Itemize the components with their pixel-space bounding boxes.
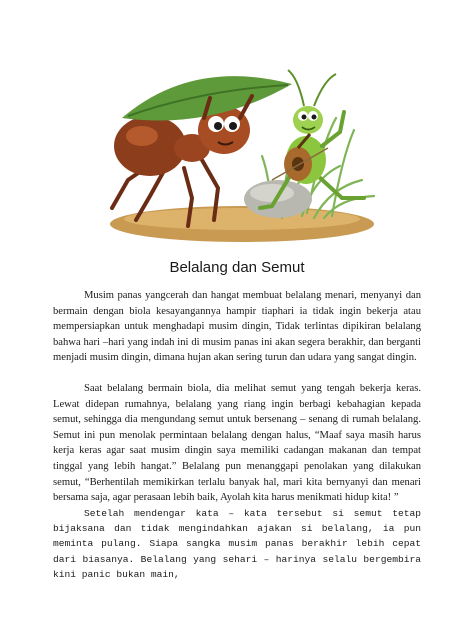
ground-highlight [124, 208, 360, 230]
story-title: Belalang dan Semut [169, 259, 305, 276]
story-paragraph-1: Musim panas yangcerah dan hangat membuat belalang menari, menyanyi dan bermain dengan biola kesayangannya hampir tiaphari ia tidak ingin bekerja atau mempersiapkan untuk menghadapi musim dingin, Tidak terlintas dipikiran belalang bahwa hari –hari yang indah ini di musim panas ini akan segera berakhir, dan berganti menjadi musim dingin, dimana hujan akan sering turun dan udara yang sangat dingin. [53, 290, 421, 364]
story-paragraph-3: Setelah mendengar kata – kata tersebut si semut tetap bijaksana dan tidak mengindahkan ajakan si belalang, ia pun meminta pulang. Siapa sangka musim panas berakhir lebih cepat dari biasanya. Belalang yang sehari – harinya selalu bergembira kini panic bukan main, [53, 508, 421, 580]
story-paragraph-2: Saat belalang bermain biola, dia melihat semut yang tengah bekerja keras. Lewat didepan rumahnya, belalang yang riang ingin berbagi kebahagian kepada semut, sehingga dia mengundang semut untuk bersenang – senang di rumah belalang. Semut ini pun menolak permintaan belalang dengan halus, “Maaf saya masih harus kerja keras agar saat musim dingin saya memiliki cadangan makanan dan tempat tinggal yang lebih hangat.” Belalang pun menanggapi penolakan yang dilakukan semut, “Berhentilah memikirkan terlalu banyak hal, mari kita bernyanyi dan menari bersama saja, agar perasaan lebih baik, Ayolah kita harus menikmati hidup kita! ” [53, 383, 421, 504]
story-illustration [92, 48, 382, 244]
